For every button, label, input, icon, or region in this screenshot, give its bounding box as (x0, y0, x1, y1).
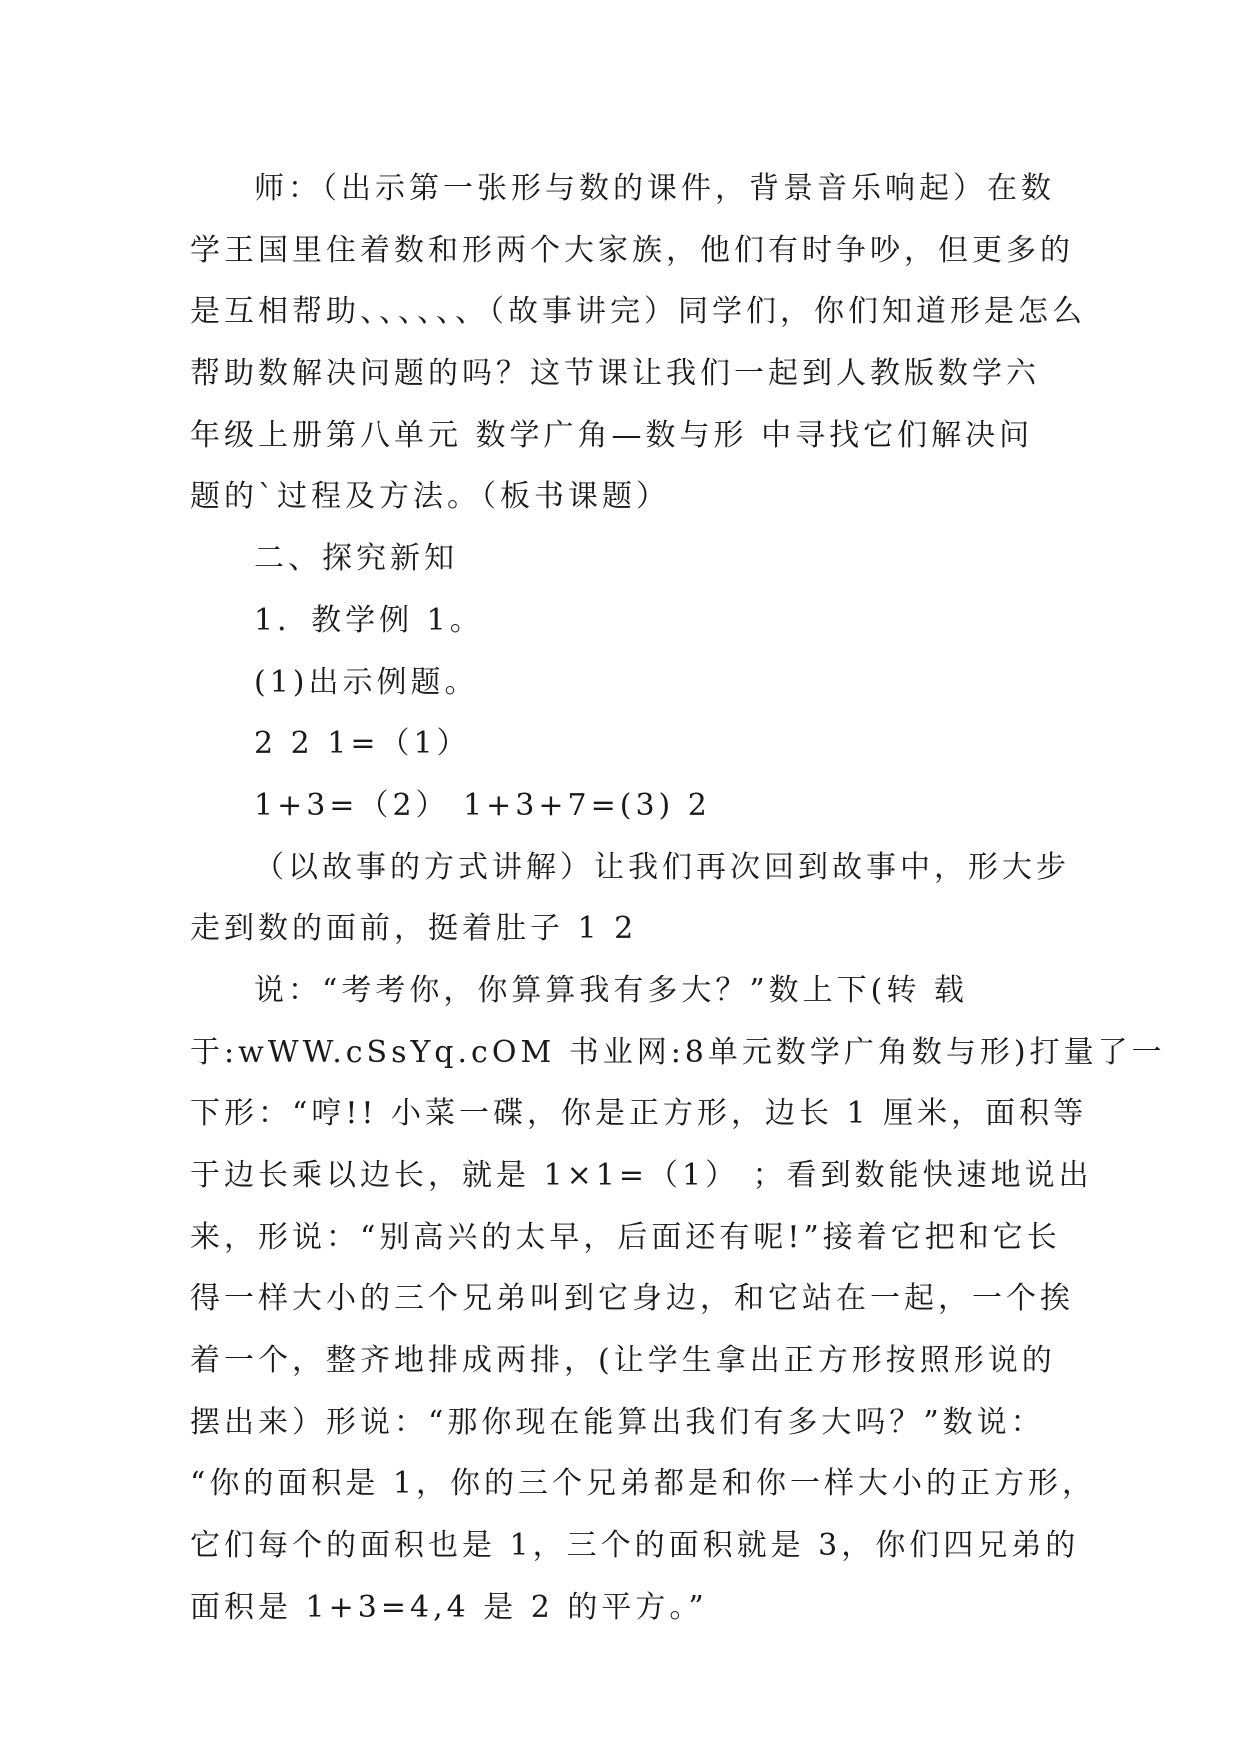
text-line: 得一样大小的三个兄弟叫到它身边，和它站在一起，一个挨 (190, 1281, 1074, 1317)
section-heading: 二、探究新知 (254, 541, 458, 577)
subsection-heading: 1．教学例 1。 (254, 602, 484, 638)
text-line: （以故事的方式讲解）让我们再次回到故事中，形大步 (254, 849, 1070, 885)
text-line: (1)出示例题。 (254, 664, 479, 700)
text-line: 说：“考考你，你算算我有多大？”数上下(转 载 (254, 972, 968, 1008)
text-line: 师：（出示第一张形与数的课件，背景音乐响起）在数 (254, 171, 1055, 206)
formula-line: 1+3=（2） 1+3+7=(3) 2 (254, 787, 711, 823)
document-body (190, 158, 1166, 1639)
text-line: 它们每个的面积也是 1，三个的面积就是 3，你们四兄弟的 (190, 1528, 1080, 1564)
text-line: 于边长乘以边长，就是 1×1=（1） ；看到数能快速地说出 (190, 1158, 1093, 1193)
text-line: 着一个，整齐地排成两排，(让学生拿出正方形按照形说的 (190, 1343, 1056, 1379)
text-line: 来，形说：“别高兴的太早，后面还有呢!”接着它把和它长 (190, 1219, 1061, 1255)
formula-line: 2 2 1=（1） (254, 726, 471, 762)
text-line: 面积是 1+3=4,4 是 2 的平方。” (190, 1589, 708, 1625)
text-line: 帮助数解决问题的吗？这节课让我们一起到人教版数学六 (190, 356, 1040, 392)
text-line: 走到数的面前，挺着肚子 1 2 (190, 911, 638, 947)
text-line: 年级上册第八单元 数学广角—数与形 中寻找它们解决问 (190, 417, 1034, 453)
text-line: 于:wWW.cSsYq.cOM 书业网:8单元数学广角数与形)打量了一 (190, 1034, 1166, 1070)
text-line: 学王国里住着数和形两个大家族，他们有时争吵，但更多的 (190, 232, 1074, 268)
text-line: 下形：“哼!! 小菜一碟，你是正方形，边长 1 厘米，面积等 (190, 1096, 1088, 1132)
text-line: 题的`过程及方法。（板书课题） (190, 479, 670, 515)
text-line: 是互相帮助、、、、、、（故事讲完）同学们，你们知道形是怎么 (190, 294, 1086, 330)
text-line: “你的面积是 1，你的三个兄弟都是和你一样大小的正方形， (190, 1466, 1096, 1502)
text-line: 摆出来）形说：“那你现在能算出我们有多大吗？”数说： (190, 1404, 1045, 1440)
